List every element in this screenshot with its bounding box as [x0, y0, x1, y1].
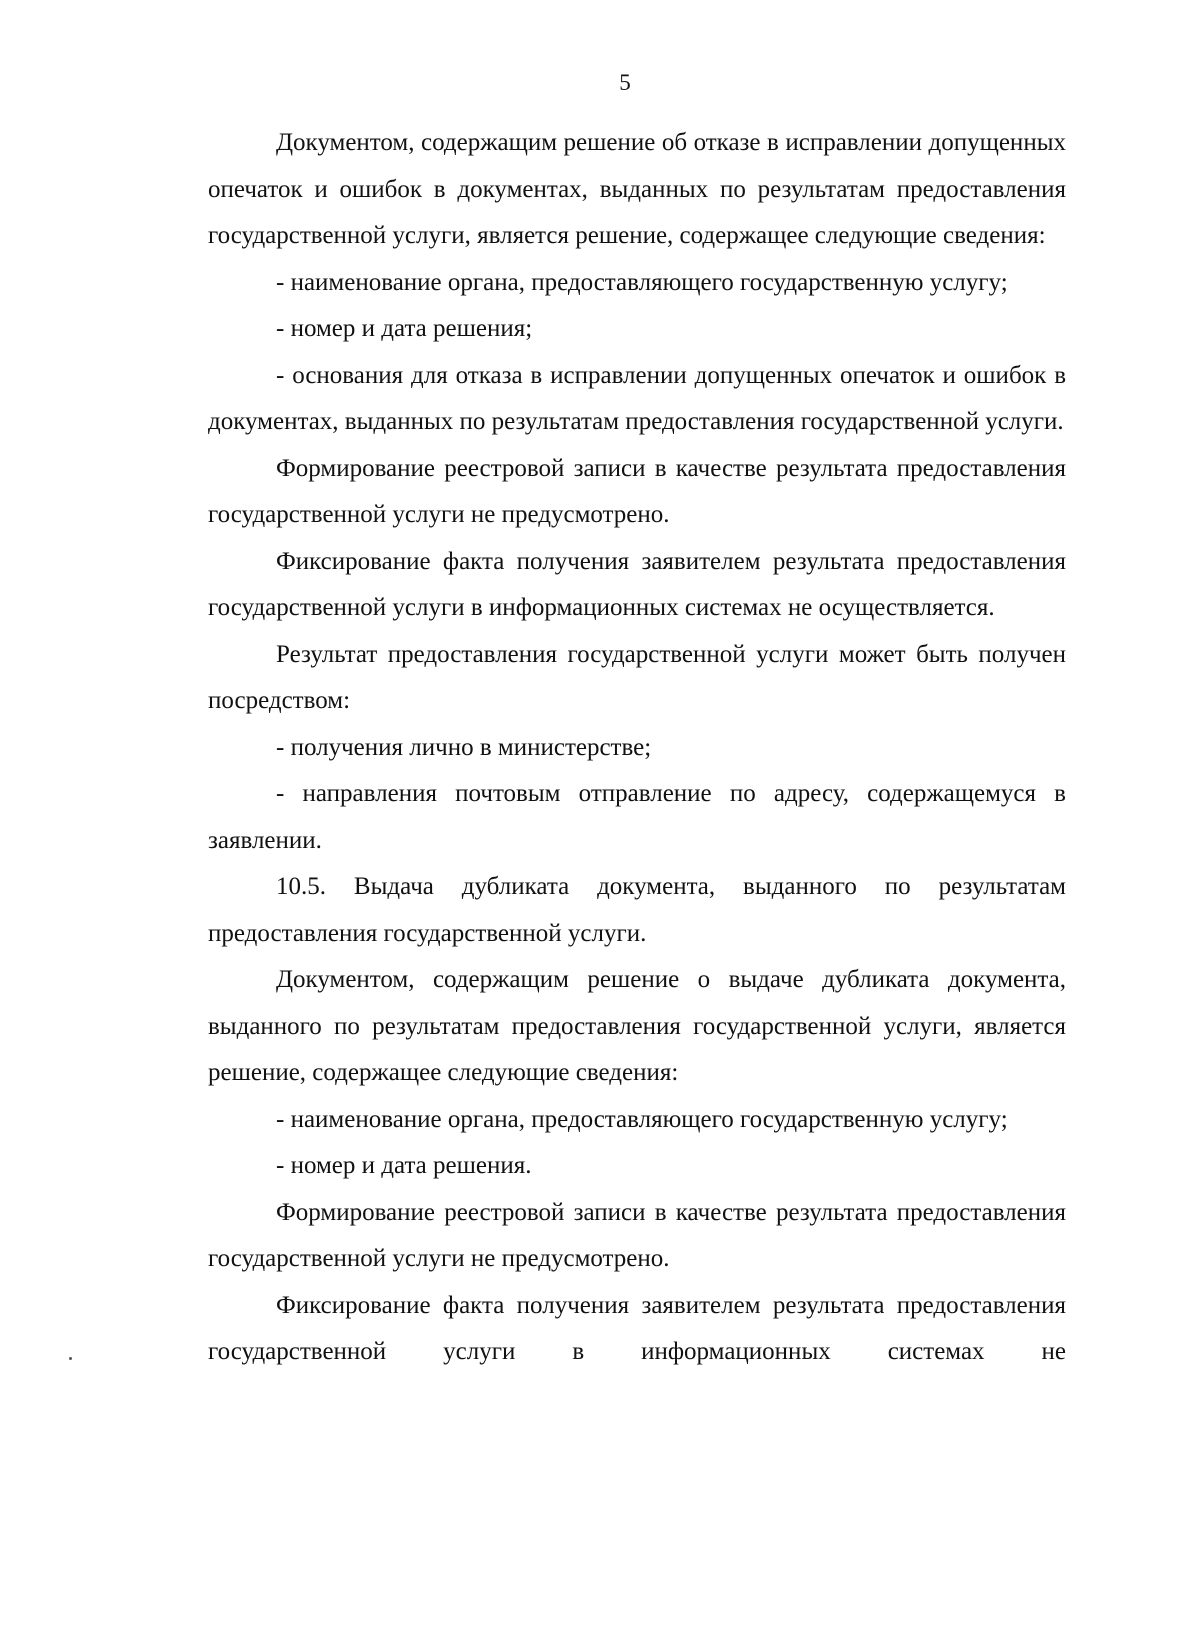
paragraph-result-recording: Фиксирование факта получения заявителем результата предоставления государственной услуги в информационных системах не осуществляется. [208, 547, 1066, 621]
section-heading-10-5: 10.5. Выдача дубликата документа, выданного по результатам предоставления государственной услуги. [208, 873, 1066, 947]
paragraph-refusal-decision-intro: Документом, содержащим решение об отказе в исправлении допущенных опечаток и ошибок в документах, выданных по результатам предоставления государственной услуги, является решение, содержащее следующие сведения: [208, 129, 1066, 249]
paragraph-registry-entry-2: Формирование реестровой записи в качестве результата предоставления государственной услуги не предусмотрено. [208, 1198, 1066, 1272]
document-body [208, 120, 1066, 1376]
paragraph-result-recording-2: Фиксирование факта получения заявителем результата предоставления государственной услуги в информационных системах не [208, 1291, 1066, 1365]
list-item-personal-receipt: - получения лично в министерстве; [276, 733, 652, 761]
paragraph-duplicate-decision-intro: Документом, содержащим решение о выдаче дубликата документа, выданного по результатам предоставления государственной услуги, является решение, содержащее следующие сведения: [208, 966, 1066, 1086]
paragraph-result-delivery-intro: Результат предоставления государственной услуги может быть получен посредством: [208, 640, 1066, 714]
list-item-decision-number-date-2: - номер и дата решения. [276, 1152, 532, 1179]
list-item-refusal-grounds: - основания для отказа в исправлении допущенных опечаток и ошибок в документах, выданных по результатам предоставления государственной услуги. [208, 361, 1066, 435]
list-item-authority-name-2: - наименование органа, предоставляющего государственную услугу; [276, 1105, 1008, 1133]
list-item-authority-name: - наименование органа, предоставляющего государственную услугу; [276, 268, 1008, 296]
list-item-decision-number-date: - номер и дата решения; [276, 315, 533, 342]
scan-speck [69, 1357, 72, 1360]
list-item-postal-delivery: - направления почтовым отправление по адресу, содержащемуся в заявлении. [208, 780, 1066, 854]
paragraph-registry-entry: Формирование реестровой записи в качестве результата предоставления государственной услуги не предусмотрено. [208, 454, 1066, 528]
page-number: 5 [619, 70, 631, 95]
